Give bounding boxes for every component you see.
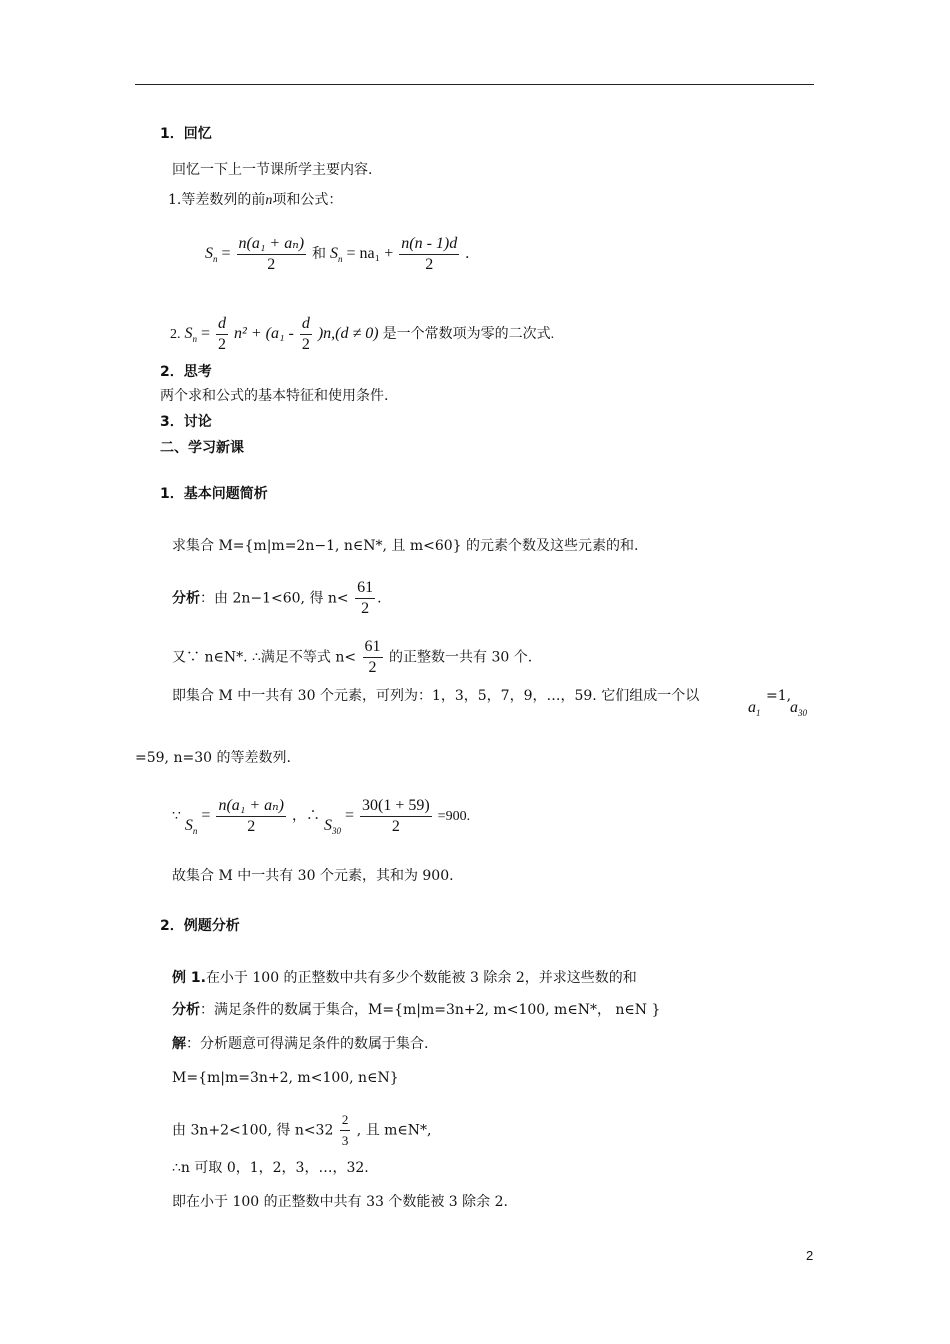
section-think-title: 2．思考 bbox=[160, 364, 212, 380]
sub1-set-line: 即集合 M 中一共有 30 个元素，可列为：1，3，5，7，9，…，59. 它们组成一个以 bbox=[172, 688, 700, 704]
think-text: 两个求和公式的基本特征和使用条件. bbox=[160, 388, 389, 404]
sub1-cont: =59, n=30 的等差数列. bbox=[135, 750, 291, 766]
fraction: $\frac{\text{n(a₁ + aₙ)}}{2}$ bbox=[238, 235, 305, 273]
page-number: 2 bbox=[806, 1248, 814, 1263]
example1-analysis: 分析：满足条件的数属于集合，M={m|m=3n+2, m<100, m∈N*， n∈N } bbox=[172, 1002, 661, 1018]
recall-intro: 回忆一下上一节课所学主要内容. bbox=[172, 162, 373, 178]
example1-solution: 解：分析题意可得满足条件的数属于集合. bbox=[172, 1036, 429, 1052]
example1-set: M={m|m=3n+2, m<100, n∈N} bbox=[172, 1070, 399, 1086]
quadratic-form: 2. $S_n$ = $\frac{d}{2}$ n² + (a₁ - $\frac{d}{2}$ )n,(d ≠ 0) 是一个常数项为零的二次式. bbox=[170, 315, 555, 353]
sub1-question: 求集合 M={m|m=2n−1, n∈N*, 且 m<60} 的元素个数及这些元素的和. bbox=[172, 538, 639, 554]
example1-inequality: 由 3n+2<100, 得 n<32 $\frac{2}{3}$ , 且 m∈N*, bbox=[172, 1112, 432, 1148]
sub1-also: 又∵ n∈N*. ∴满足不等式 n< $\frac{61}{2}$ 的正整数一共有 30 个. bbox=[172, 638, 533, 676]
section-discuss-title: 3．讨论 bbox=[160, 414, 212, 430]
a1-symbol: $a_1$ bbox=[748, 699, 761, 718]
example1: 例 1.在小于 100 的正整数中共有多少个数能被 3 除余 2，并求这些数的和 bbox=[172, 970, 637, 986]
recall-item1: 1.等差数列的前n项和公式： bbox=[168, 192, 343, 208]
sum-formulas: $S_n$ = $\frac{\text{n(a₁ + aₙ)}}{2}$ 和 $S_n = na_1$ + $\frac{n(n - 1)d}{2}$ . bbox=[205, 235, 470, 273]
a30-symbol: $a_{30}$ bbox=[790, 699, 807, 718]
part2-title: 二、学习新课 bbox=[160, 440, 244, 456]
sub1-conclusion: 故集合 M 中一共有 30 个元素，其和为 900. bbox=[172, 868, 454, 884]
example1-values: ∴n 可取 0，1，2，3，…，32. bbox=[172, 1160, 369, 1176]
header-rule bbox=[135, 84, 814, 85]
example1-final: 即在小于 100 的正整数中共有 33 个数能被 3 除余 2. bbox=[172, 1194, 508, 1210]
section-recall-title: 1．回忆 bbox=[160, 126, 212, 142]
sub1-title: 1．基本问题简析 bbox=[160, 486, 268, 502]
sub1-sum-calc: ∵ $S_n$ = $\frac{\text{n(a₁ + aₙ)}}{2}$ ，∴ $S_{30}$ = $\frac{30(1 + 59)}{2}$ =900. bbox=[172, 797, 471, 837]
a1-value: =1, bbox=[766, 688, 792, 704]
sub1-analysis: 分析：由 2n−1<60, 得 n< $\frac{61}{2}$ . bbox=[172, 579, 382, 617]
fraction: $\frac{n(n - 1)d}{2}$ bbox=[401, 235, 458, 273]
sub2-title: 2．例题分析 bbox=[160, 918, 240, 934]
